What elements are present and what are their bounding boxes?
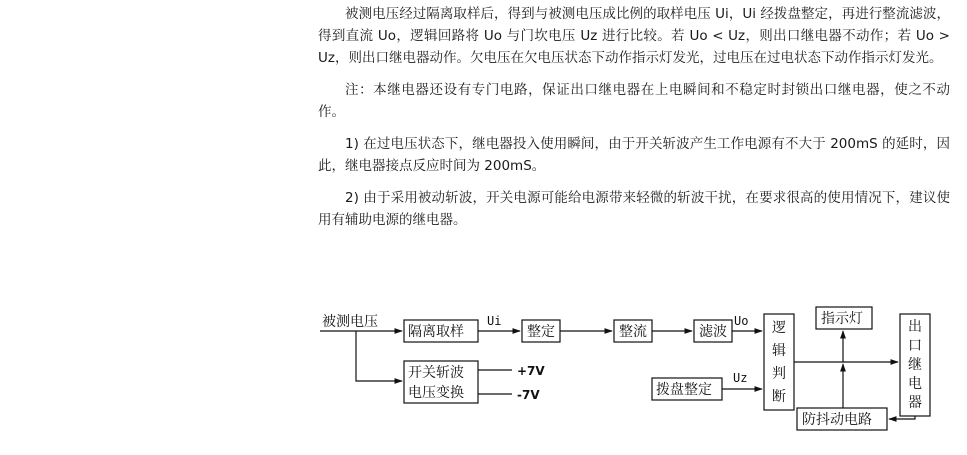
output-char-4: 电 bbox=[908, 376, 922, 392]
chopper-line-1: 开关斩波 bbox=[408, 365, 464, 381]
logic-char-1: 逻 bbox=[772, 320, 786, 336]
chopper-feed-line bbox=[356, 331, 402, 381]
filter-label: 滤波 bbox=[699, 324, 727, 340]
output-char-5: 器 bbox=[908, 395, 922, 411]
paragraph-principle: 被测电压经过隔离取样后，得到与被测电压成比例的取样电压 Ui，Ui 经拨盘整定，再进行整流滤波，得到直流 Uo，逻辑回路将 Uo 与门坎电压 Uz 进行比较。若 Uo < Uz，则出口继电器不动作；若 Uo > Uz，则出口继电器动作。欠电压在欠电压状态下动作指示灯发光，过电压在过电状态下动作指示灯发光。 bbox=[318, 6, 950, 66]
logic-char-4: 断 bbox=[772, 389, 786, 405]
input-label: 被测电压 bbox=[322, 314, 378, 330]
output-char-2: 口 bbox=[908, 338, 922, 354]
indicator-label: 指示灯 bbox=[821, 311, 863, 327]
paragraph-point-1: 1) 在过电压状态下，继电器投入使用瞬间，由于开关斩波产生工作电源有不大于 200mS 的延时，因此，继电器接点反应时间为 200mS。 bbox=[318, 136, 950, 174]
rectifier-label: 整流 bbox=[619, 324, 647, 340]
output-char-1: 出 bbox=[908, 319, 922, 335]
logic-char-3: 判 bbox=[772, 366, 786, 382]
plus-v-label: +7V bbox=[517, 364, 545, 378]
minus-v-label: -7V bbox=[517, 388, 540, 402]
logic-char-2: 辑 bbox=[772, 343, 786, 359]
chopper-line-2: 电压变换 bbox=[408, 385, 464, 401]
isolation-label: 隔离取样 bbox=[408, 324, 464, 340]
uo-label: Uo bbox=[734, 314, 749, 328]
debounce-label: 防抖动电路 bbox=[802, 412, 872, 428]
setting-label: 整定 bbox=[527, 324, 555, 340]
dial-label: 拨盘整定 bbox=[656, 382, 712, 398]
ui-label: Ui bbox=[487, 314, 502, 328]
paragraph-point-2: 2) 由于采用被动斩波，开关电源可能给电源带来轻微的斩波干扰，在要求很高的使用情况下，建议使用有辅助电源的继电器。 bbox=[318, 190, 950, 228]
paragraph-note: 注：本继电器还设有专门电路，保证出口继电器在上电瞬间和不稳定时封锁出口继电器，使之不动作。 bbox=[318, 82, 950, 120]
output-char-3: 继 bbox=[908, 357, 922, 373]
uz-label: Uz bbox=[733, 371, 748, 385]
